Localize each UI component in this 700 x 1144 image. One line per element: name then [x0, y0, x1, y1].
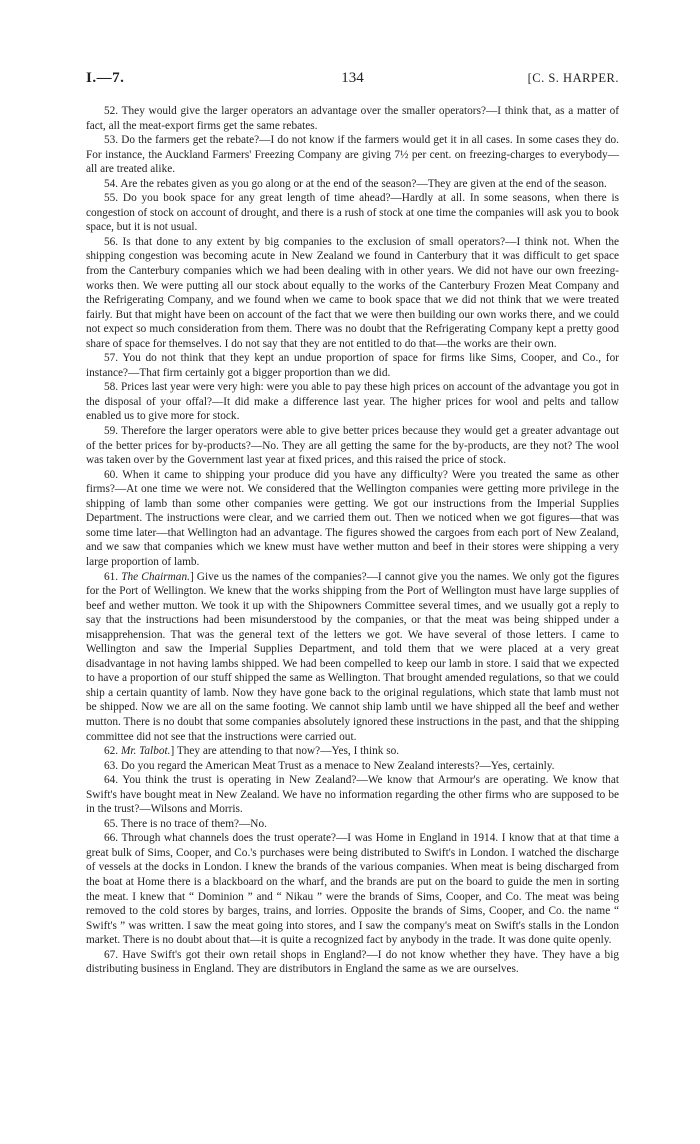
paragraph-62 [86, 744, 619, 759]
paragraph-60: 60. When it came to shipping your produce did you have any difficulty? Were you treated the same as other firms?—At one time we were not. We considered that the Wellington companies were getting more privilege in the shipping of lamb than some other companies were getting. We got our instructions from the Imperial Supplies Department. The instructions were clear, and we carried them out. Then we noticed when we got figures—that was some time later—that Wellington had an advantage. The figures showed the cargoes from each port of New Zealand, and we saw that companies which we knew must have wether mutton and beef in their stores were shipping a very large proportion of lamb. [86, 468, 619, 568]
paragraph-58: 58. Prices last year were very high: were you able to pay these high prices on account of the advantage you got in the disposal of your offal?—It did make a difference last year. The higher prices for wool and pelts and tallow enabled us to give more for stock. [86, 381, 619, 423]
paragraph-52: 52. They would give the larger operators an advantage over the smaller operators?—I think that, as a matter of fact, all the meat-export firms get the same rebates. [86, 105, 619, 132]
paragraph-text: ] Give us the names of the companies?—I cannot give you the names. We only got the figures for the Port of Wellington. We knew that the works shipping from the Port of Wellington must have large supplies of beef and wether mutton. We took it up with the Shipowners Committee several times, and we usually got a reply to say that the instructions had been misunderstood by the companies, or that the meat was being shipped under a misapprehension. That was the general text of the letters we got. We have several of those letters. I came to Wellington and saw the Imperial Supplies Department, and told them that we were placed at a very great disadvantage in not having lambs shipped. We had been compelled to keep our lamb in store. I said that we expected to have a proportion of our stuff shipped the same as Wellington. That brought amended regulations, so that we could ship a certain quantity of lamb. Now they have gone back to the original regulations, which state that lamb must not be shipped. Now we are all on the same footing. We cannot ship lamb until we have shipped all the beef and wether mutton. There is no doubt that some companies absolutely ignored these instructions in the past, and that the shipping committee did not see that the instructions were carried out. [86, 570, 619, 743]
paragraph-text: ] They are attending to that now?—Yes, I think so. [170, 745, 400, 758]
paragraph-54: 54. Are the rebates given as you go along or at the end of the season?—They are given at the end of the season. [104, 177, 607, 190]
paragraph-55: 55. Do you book space for any great length of time ahead?—Hardly at all. In some seasons, when there is congestion of stock on account of drought, and there is a rush of stock at one time the companies will ask you to book space, but it is not usual. [86, 192, 619, 234]
paragraph-56: 56. Is that done to any extent by big companies to the exclusion of small operators?—I think not. When the shipping congestion was becoming acute in New Zealand we found in Canterbury that it was difficult to get space from the Canterbury companies which we had been dealing with in other years. We did not have our own freezing-works then. We were putting all our stock about equally to the works of the Canterbury Frozen Meat Company and the Refrigerating Company, and we found when we came to book space that we did not think that we were treated fairly. But that might have been on account of the fact that we were then building our own works there, and we could not expect so much consideration from them. There was no doubt that the Refrigerating Company kept a pretty good share of space for themselves. I do not say that they are not entitled to do that—the works are their own. [86, 235, 619, 350]
paragraph-64: 64. You think the trust is operating in New Zealand?—We know that Armour's are operating. We know that Swift's have bought meat in New Zealand. We have no information regarding the other firms who are supposed to be in the trust?—Wilsons and Morris. [86, 774, 619, 816]
paragraph-66: 66. Through what channels does the trust operate?—I was Home in England in 1914. I know that at that time a great bulk of Sims, Cooper, and Co.'s purchases were being distributed to Swift's in London. I watched the discharge of vessels at the docks in London. I knew the brands of the various companies. When meat is being discharged from the boat at Home there is a blackboard on the wharf, and the brands are put on the board to guide the men in sorting the meat. I knew that “ Dominion ” and “ Nikau ” were the brands of Sims, Cooper, and Co. The meat was being removed to the cold stores by barges, trains, and lorries. Opposite the brands of Sims, Cooper, and Co. the name “ Swift's ” was written. I saw the meat going into stores, and I saw the company's meat on Swift's stalls in the London market. There is no doubt about that—it is quite a recognized fact by anybody in the trade. It was done quite openly. [86, 832, 619, 947]
question-list [86, 104, 619, 977]
paragraph-57: 57. You do not think that they kept an undue proportion of space for firms like Sims, Cooper, and Co., for instance?—That firm certainly got a bigger proportion than we did. [86, 352, 619, 379]
paragraph-59: 59. Therefore the larger operators were able to give better prices because they would get a greater advantage out of the better prices for by-products?—No. They are all getting the same for the by-products, are they not? The wool was taken over by the Government last year at fixed prices, and this raised the price of stock. [86, 425, 619, 467]
question-number: 62. [104, 745, 121, 758]
paragraph-67: 67. Have Swift's got their own retail shops in England?—I do not know whether they have. They have a big distributing business in England. They are distributors in England the same as we are ourselves. [86, 948, 619, 976]
document-page [86, 70, 619, 977]
speaker-name: The Chairman. [121, 570, 190, 583]
paper-reference: I.—7. [86, 70, 125, 86]
page-number: 134 [341, 70, 364, 86]
witness-name: [C. S. HARPER. [527, 71, 619, 85]
speaker-name: Mr. Talbot. [120, 745, 171, 758]
running-header [86, 70, 619, 96]
paragraph-65: 65. There is no trace of them?—No. [104, 817, 267, 830]
paragraph-53: 53. Do the farmers get the rebate?—I do not know if the farmers would get it in all cases. In some cases they do. For instance, the Auckland Farmers' Freezing Company are giving 7½ per cent. on freezing-charges to everybody—all are treated alike. [86, 134, 619, 176]
paragraph-61 [86, 570, 619, 745]
paragraph-63: 63. Do you regard the American Meat Trust as a menace to New Zealand interests?—Yes, certainly. [104, 759, 555, 772]
question-number: 61. [104, 570, 122, 583]
